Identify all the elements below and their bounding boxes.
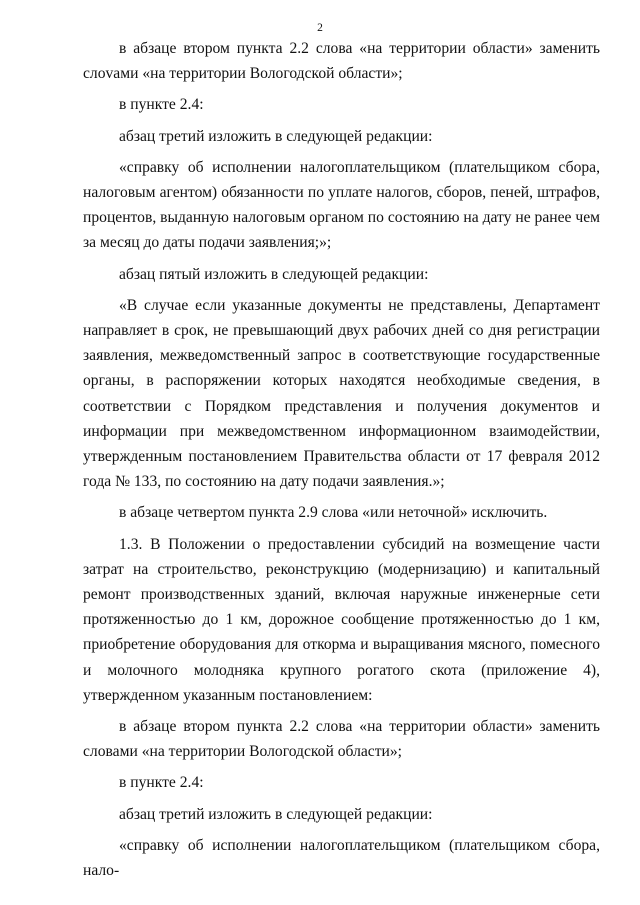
paragraph-7: в абзаце четвертом пункта 2.9 слова «или неточной» исключить. [119, 504, 548, 522]
paragraph-12: «справку об исполнении налогоплательщиком (плательщиком сбора, нало- [83, 836, 600, 880]
paragraph-2: в пункте 2.4: [119, 96, 204, 114]
paragraph-6: «В случае если указанные документы не представлены, Департамент направляет в срок, не превышающий двух рабочих дней со дня регистрации заявления, межведомственный запрос в соответствующие государственные органы, в распоряжении которых находятся необходимые сведения, в соответствии с Порядком представления и получения документов и информации при межведомственном информационном взаимодействии, утвержденным постановлением Правительства области от 17 февраля 2012 года № 133, по состоянию на дату подачи заявления.»; [83, 296, 600, 491]
paragraph-8: 1.3. В Положении о предоставлении субсидий на возмещение части затрат на строительство, реконструкцию (модернизацию) и капитальный ремонт производственных зданий, включая наружные инженерные сети протяженностью до 1 км, дорожное сообщение протяженностью до 1 км, приобретение оборудования для откорма и выращивания мясного, помесного и молочного молодняка крупного рогатого скота (приложение 4), утвержденном указанным постановлением: [83, 535, 600, 704]
paragraph-9: в абзаце втором пункта 2.2 слова «на территории области» заменить словами «на территории Вологодской области»; [83, 718, 600, 761]
paragraph-3: абзац третий изложить в следующей редакции: [119, 127, 433, 145]
page-number: 2 [317, 22, 323, 34]
document-body [83, 36, 600, 889]
paragraph-1: в абзаце втором пункта 2.2 слова «на территории области» заменить слоvами «на территории Вологодской области»; [83, 40, 600, 83]
paragraph-4: «справку об исполнении налогоплательщиком (плательщиком сбора, налоговым агентом) обязанности по уплате налогов, сборов, пеней, штрафов, процентов, выданную налоговым органом по состоянию на дату не ранее чем за месяц до даты подачи заявления;»; [83, 158, 600, 252]
paragraph-10: в пункте 2.4: [119, 774, 204, 792]
paragraph-5: абзац пятый изложить в следующей редакции: [119, 265, 429, 283]
paragraph-11: абзац третий изложить в следующей редакции: [119, 805, 433, 823]
